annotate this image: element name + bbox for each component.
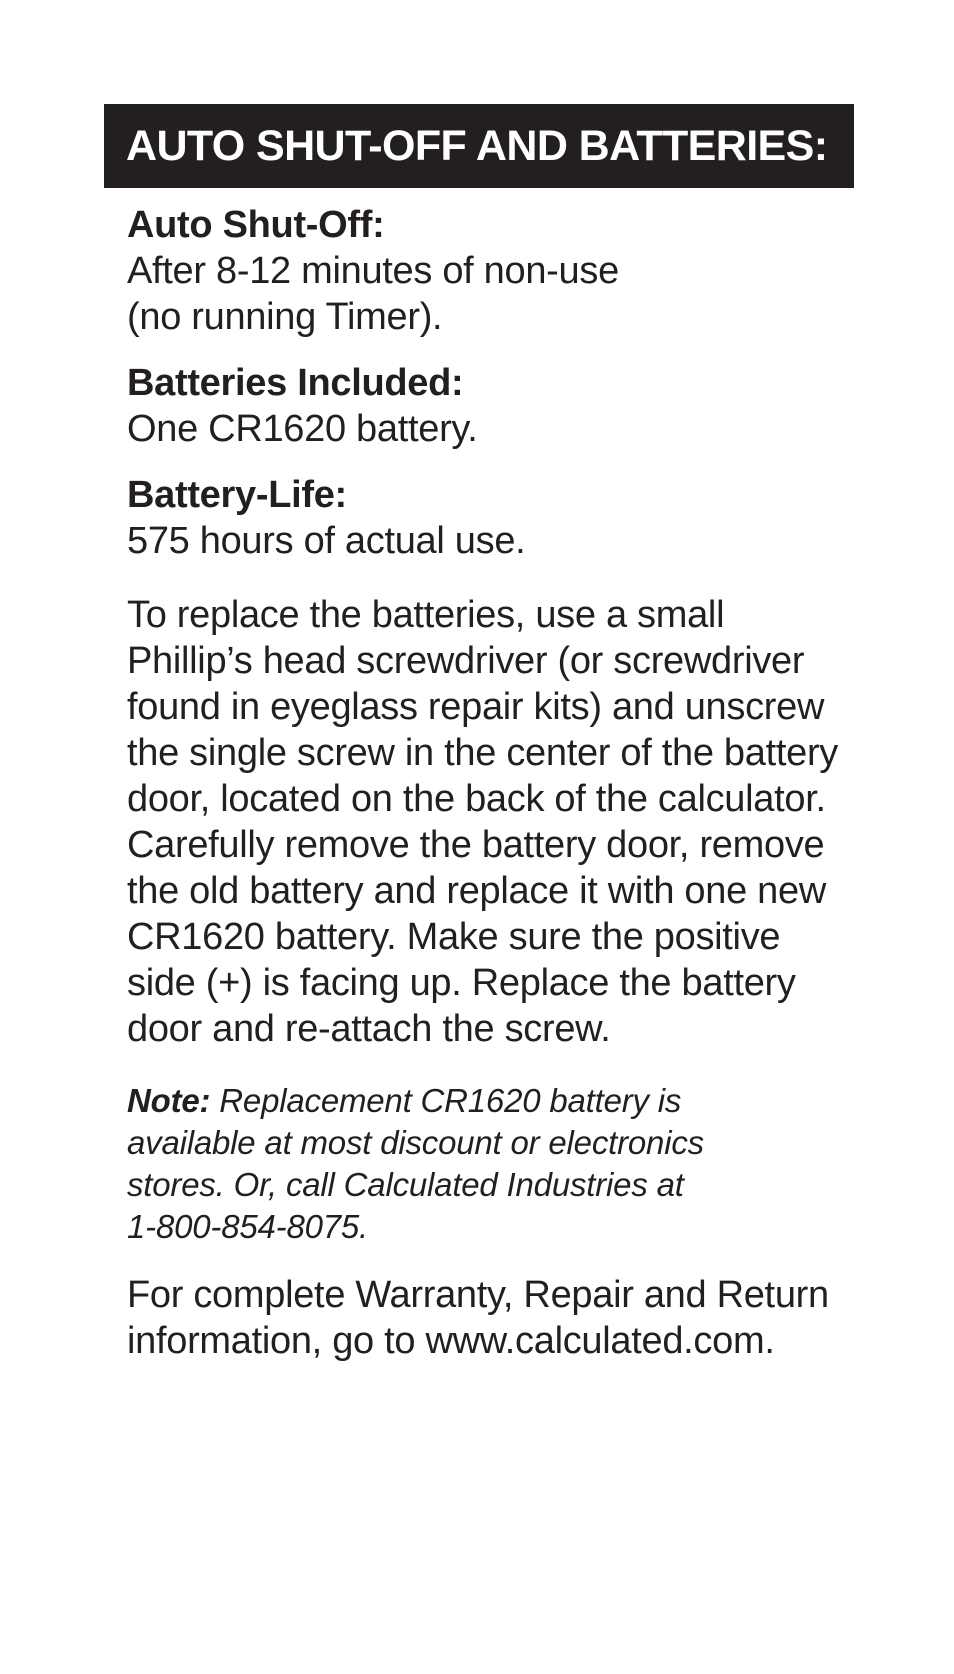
auto-shutoff-text: After 8-12 minutes of non-use [127, 250, 619, 292]
replacement-line: door, located on the back of the calculator. [127, 778, 826, 820]
note-phone: 1-800-854-8075. [127, 1208, 369, 1245]
auto-shutoff-block [127, 202, 867, 340]
replacement-line: Carefully remove the battery door, remove [127, 824, 825, 866]
batteries-included-label: Batteries Included: [127, 362, 464, 404]
replacement-line: side (+) is facing up. Replace the battery [127, 962, 796, 1004]
replacement-line: To replace the batteries, use a small [127, 594, 725, 636]
battery-life-block [127, 472, 867, 564]
battery-life-label: Battery-Life: [127, 474, 347, 516]
replacement-line: the old battery and replace it with one new [127, 870, 826, 912]
replacement-line: Phillip’s head screwdriver (or screwdriver [127, 640, 805, 682]
note-line [127, 1080, 867, 1122]
warranty-info [127, 1272, 867, 1364]
note-line: stores. Or, call Calculated Industries at [127, 1166, 684, 1203]
note-line: available at most discount or electronics [127, 1124, 704, 1161]
note-text: Replacement CR1620 battery is [210, 1082, 682, 1119]
section-title: AUTO SHUT-OFF AND BATTERIES: [126, 121, 828, 170]
batteries-included-block [127, 360, 867, 452]
replacement-line: the single screw in the center of the battery [127, 732, 839, 774]
note-block [127, 1080, 867, 1248]
warranty-line: For complete Warranty, Repair and Return [127, 1274, 829, 1316]
battery-life-text: 575 hours of actual use. [127, 520, 526, 562]
auto-shutoff-text: (no running Timer). [127, 296, 443, 338]
batteries-included-text: One CR1620 battery. [127, 408, 478, 450]
auto-shutoff-label: Auto Shut-Off: [127, 204, 385, 246]
replacement-instructions [127, 592, 867, 1052]
replacement-line: CR1620 battery. Make sure the positive [127, 916, 781, 958]
replacement-line: found in eyeglass repair kits) and unscrew [127, 686, 825, 728]
note-label: Note: [127, 1082, 211, 1119]
section-content [127, 202, 867, 1364]
replacement-line: door and re-attach the screw. [127, 1008, 611, 1050]
section-header [104, 104, 854, 188]
warranty-line: information, go to www.calculated.com. [127, 1320, 775, 1362]
